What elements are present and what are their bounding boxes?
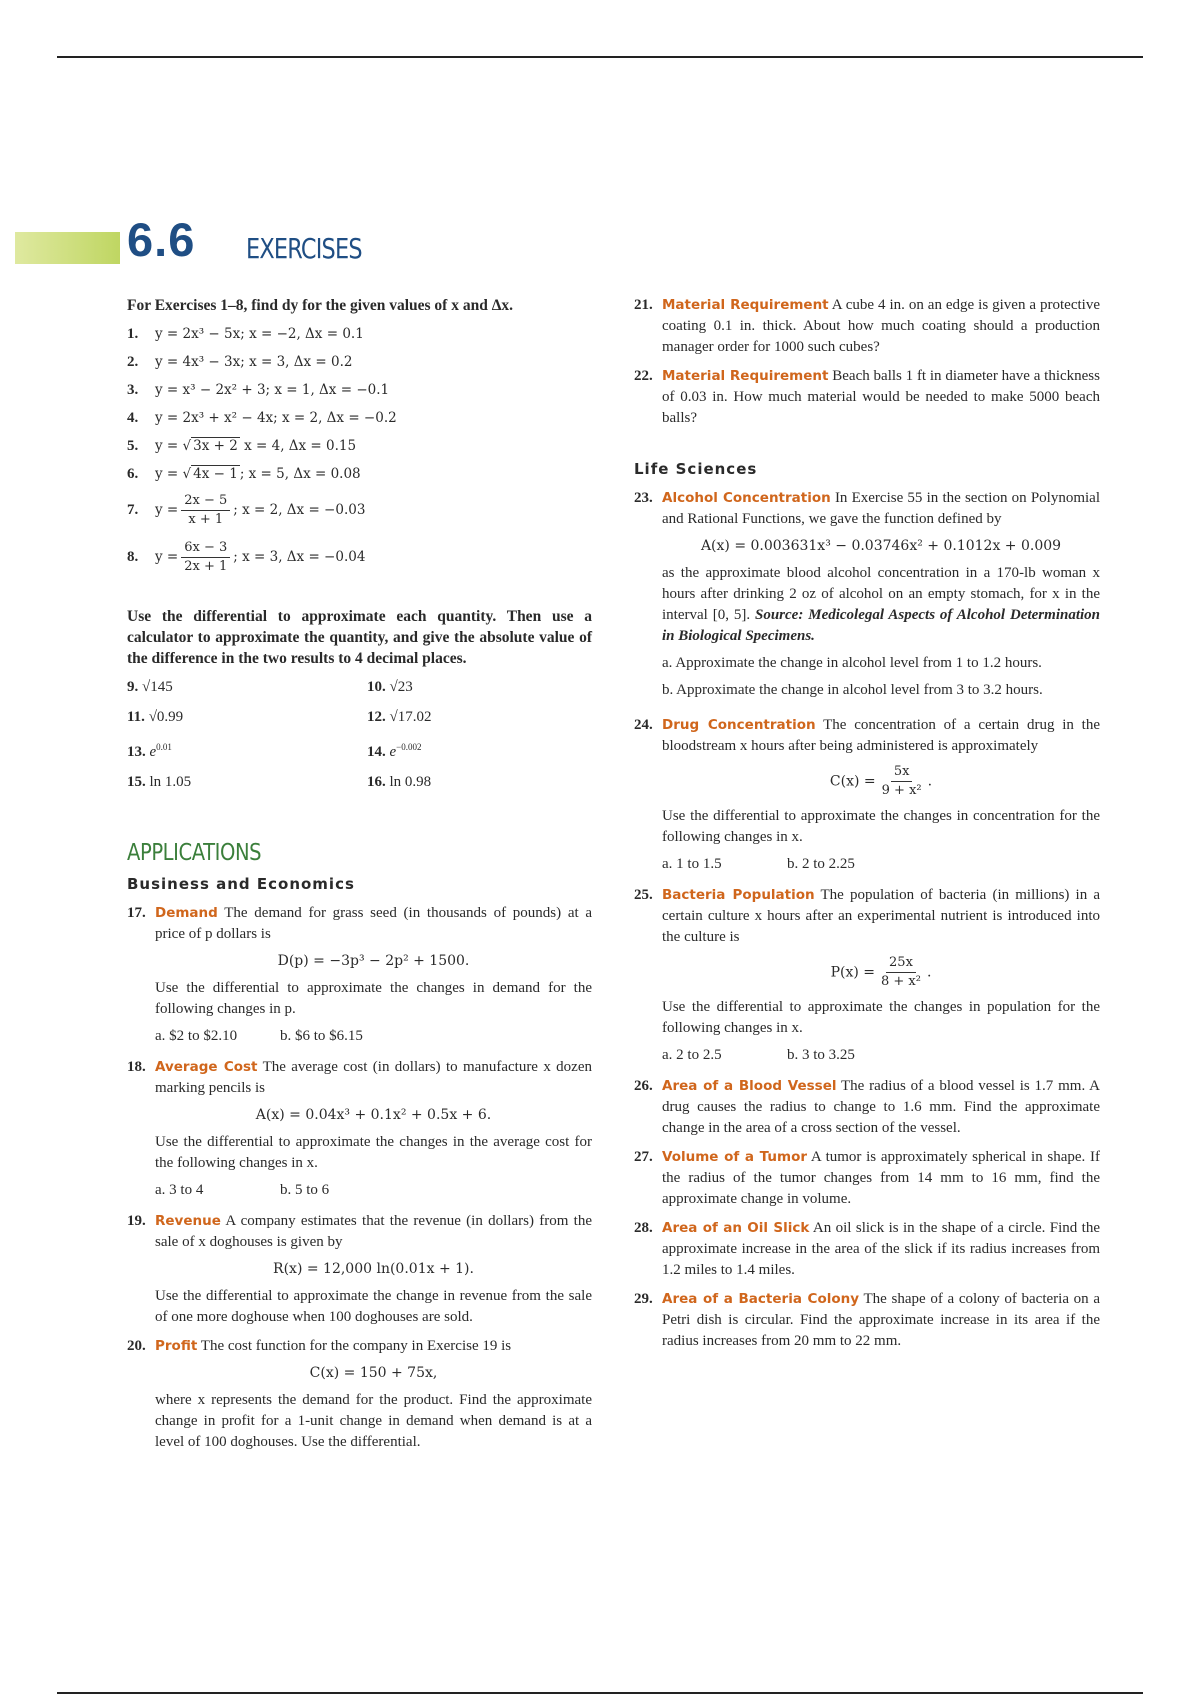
exercise-10: 10. √23 xyxy=(367,679,413,695)
problem-27-title: Volume of a Tumor xyxy=(662,1149,807,1165)
exercise-8: 8. y = $\frac{6x - 3}{2x + 1}$ ; x = 3, Δx = −0.04 xyxy=(127,540,366,574)
problem-24-title: Drug Concentration xyxy=(662,717,816,733)
problem-29: 29. Area of a Bacteria Colony The shape of a colony of bacteria on a Petri dish is circular. Find the approximate increase in its area if the radius increases from 20 mm to 22 mm. xyxy=(634,1291,1100,1349)
problem-19-title: Revenue xyxy=(155,1213,221,1229)
problem-23-title: Alcohol Concentration xyxy=(662,490,831,506)
problem-18-title: Average Cost xyxy=(155,1059,258,1075)
problem-29-title: Area of a Bacteria Colony xyxy=(662,1291,860,1307)
applications-heading: APPLICATIONS xyxy=(127,840,262,866)
problem-22-title: Material Requirement xyxy=(662,368,829,384)
problem-24: 24. Drug Concentration The concentration of a certain drug in the bloodstream x hours after being administered is approximately C(x) = $\frac{5x}{\text{9 + x²}}$ . Use the differential to approximate the changes in concentration for the following changes in x. a. 1 to 1.5 b. 2 to 2.25 xyxy=(634,717,1100,872)
exercise-14: 14. $e^{-0.002}$ xyxy=(367,742,422,760)
life-sciences-subheading: Life Sciences xyxy=(634,460,758,478)
problem-26: 26. Area of a Blood Vessel The radius of a blood vessel is 1.7 mm. A drug causes the radius to change to 1.6 mm. Find the approximate change in the area of a cross section of the vessel. xyxy=(634,1078,1100,1136)
top-rule xyxy=(57,56,1143,58)
problem-19: 19. Revenue A company estimates that the revenue (in dollars) from the sale of x doghouses is given by R(x) = 12,000 ln(0.01x + 1). Use the differential to approximate the change in revenue from the sale of one more doghouse when 100 doghouses are sold. xyxy=(127,1213,592,1325)
exercise-11: 11. √0.99 xyxy=(127,709,184,725)
exercises-9-16 xyxy=(127,677,592,793)
problem-21: 21. Material Requirement A cube 4 in. on an edge is given a protective coating 0.1 in. thick. About how much coating should a production manager order for 1000 such cubes? xyxy=(634,297,1100,355)
problem-27: 27. Volume of a Tumor A tumor is approximately spherical in shape. If the radius of the tumor changes from 14 mm to 16 mm, find the approximate change in volume. xyxy=(634,1149,1100,1207)
exercise-13: 13. $e^{0.01}$ xyxy=(127,742,172,760)
problem-25-title: Bacteria Population xyxy=(662,887,815,903)
exercise-3: 3. y = x³ − 2x² + 3; x = 1, Δx = −0.1 xyxy=(127,382,390,398)
right-column xyxy=(634,295,1100,1360)
exercise-12: 12. √17.02 xyxy=(367,709,432,725)
left-column xyxy=(127,295,592,1461)
exercise-4: 4. y = 2x³ + x² − 4x; x = 2, Δx = −0.2 xyxy=(127,410,397,426)
problem-20: 20. Profit The cost function for the company in Exercise 19 is C(x) = 150 + 75x, where x represents the demand for the product. Find the approximate change in profit for a 1-unit change in demand when demand is at a level of 100 doghouses. Use the differential. xyxy=(127,1338,592,1450)
instructions-9-16: Use the differential to approximate each quantity. Then use a calculator to approximate the quantity, and give the absolute value of the difference in the two results to 4 decimal places. xyxy=(127,608,592,667)
exercise-16: 16. ln 0.98 xyxy=(367,774,432,790)
problem-22: 22. Material Requirement Beach balls 1 ft in diameter have a thickness of 0.03 in. How much material would be needed to make 5000 beach balls? xyxy=(634,368,1100,426)
problem-23: 23. Alcohol Concentration In Exercise 55 in the section on Polynomial and Rational Functions, we gave the function defined by A(x) = 0.003631x³ − 0.03746x² + 0.1012x + 0.009 as the approximate blood alcohol concentration in a 170-lb woman x hours after drinking 2 oz of alcohol on an empty stomach, for x in the interval [0, 5]. Source: Medicolegal Aspects of Alcohol Determination in Biological Specimens. a. Approximate the change in alcohol level from 1 to 1.2 hours. b. Approximate the change in alcohol level from 3 to 3.2 hours. xyxy=(634,490,1100,698)
exercise-15: 15. ln 1.05 xyxy=(127,774,192,790)
bottom-rule xyxy=(57,1692,1143,1694)
exercise-2: 2. y = 4x³ − 3x; x = 3, Δx = 0.2 xyxy=(127,354,353,370)
exercise-1: 1. y = 2x³ − 5x; x = −2, Δx = 0.1 xyxy=(127,326,364,342)
section-color-band xyxy=(15,232,120,264)
exercise-7: 7. y = $\frac{2x - 5}{x + 1}$ ; x = 2, Δx = −0.03 xyxy=(127,493,366,527)
problem-20-title: Profit xyxy=(155,1338,198,1354)
problem-26-title: Area of a Blood Vessel xyxy=(662,1078,837,1094)
problem-17-title: Demand xyxy=(155,905,218,921)
section-title: EXERCISES xyxy=(246,232,362,265)
problem-21-title: Material Requirement xyxy=(662,297,829,313)
instructions-1-8: For Exercises 1–8, find dy for the given values of x and Δx. xyxy=(127,297,514,314)
problem-28: 28. Area of an Oil Slick An oil slick is in the shape of a circle. Find the approximate increase in the area of the slick if its radius increases from 1.2 miles to 1.4 miles. xyxy=(634,1220,1100,1278)
section-number: 6.6 xyxy=(127,213,196,266)
problem-17: 17. Demand The demand for grass seed (in thousands of pounds) at a price of p dollars is D(p) = −3p³ − 2p² + 1500. Use the differential to approximate the changes in demand for the following changes in p. a. $2 to $2.10 b. $6 to $6.15 xyxy=(127,905,593,1044)
problem-18: 18. Average Cost The average cost (in dollars) to manufacture x dozen marking pencils is A(x) = 0.04x³ + 0.1x² + 0.5x + 6. Use the differential to approximate the changes in the average cost for the following changes in x. a. 3 to 4 b. 5 to 6 xyxy=(127,1059,592,1198)
exercise-9: 9. √145 xyxy=(127,679,173,695)
business-subheading: Business and Economics xyxy=(127,875,355,893)
problem-28-title: Area of an Oil Slick xyxy=(662,1220,810,1236)
problem-25: 25. Bacteria Population The population of bacteria (in millions) in a certain culture x hours after an experimental nutrient is introduced into the culture is P(x) = $\frac{25x}{\text{8 + x²}}$ . Use the differential to approximate the changes in population for the following changes in x. a. 2 to 2.5 b. 3 to 3.25 xyxy=(634,887,1100,1063)
exercise-6: 6. y = √ 4x − 1 ; x = 5, Δx = 0.08 xyxy=(127,466,361,482)
exercise-5: 5. y = √ 3x + 2 x = 4, Δx = 0.15 xyxy=(127,438,357,454)
